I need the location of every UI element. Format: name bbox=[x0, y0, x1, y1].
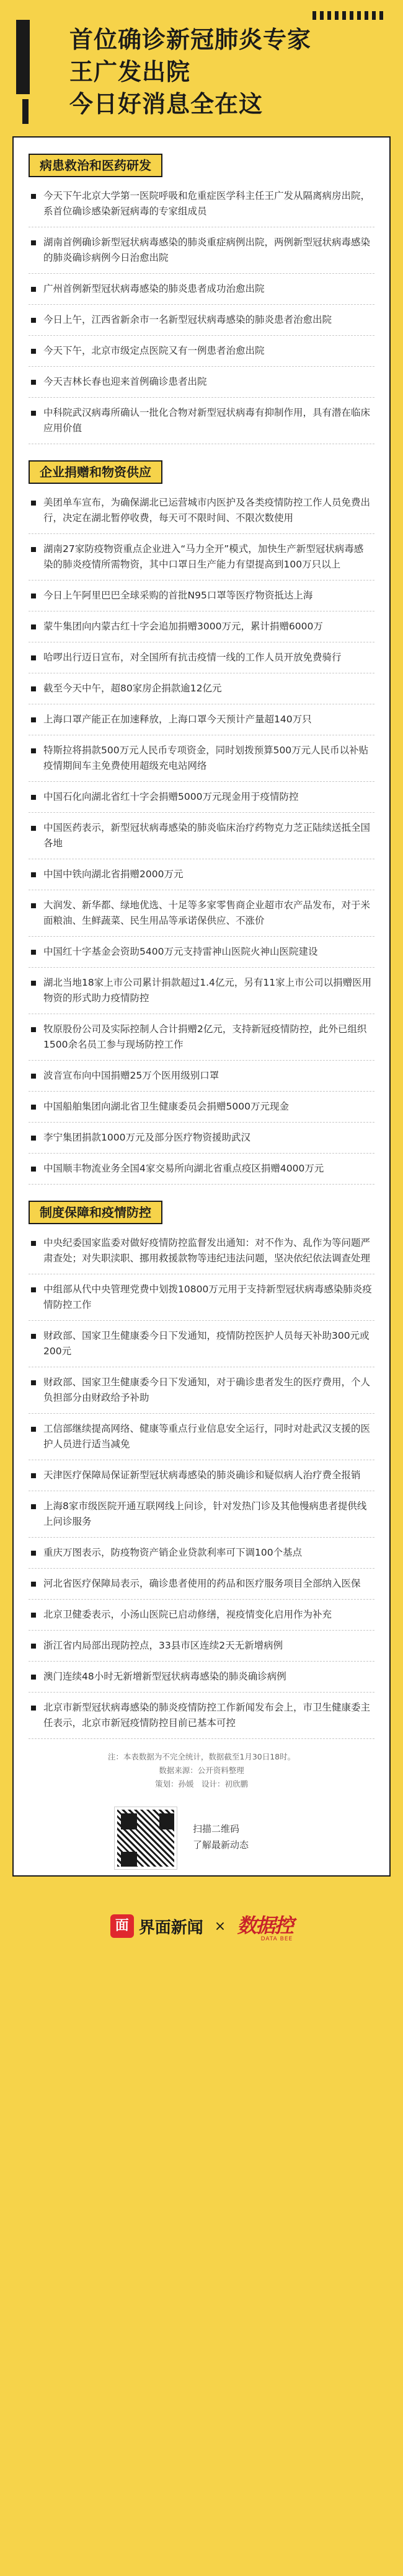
list-item: 今天下午，北京市级定点医院又有一例患者治愈出院 bbox=[29, 336, 374, 367]
jiemian-logo-text: 界面新闻 bbox=[138, 1918, 203, 1937]
qr-caption-line-1: 扫描二维码 bbox=[193, 1823, 240, 1834]
list-item: 天津医疗保障局保证新型冠状病毒感染的肺炎确诊和疑似病人治疗费全报销 bbox=[29, 1460, 374, 1491]
section-heading: 企业捐赠和物资供应 bbox=[29, 460, 162, 484]
footnote-credits: 策划：孙媛 设计：初欣鹏 bbox=[154, 1779, 248, 1789]
list-item: 牧原股份公司及实际控制人合计捐赠2亿元，支持新冠疫情防控，此外已组织1500余名员工参与现场防控工作 bbox=[29, 1014, 374, 1061]
footer-logos bbox=[0, 1889, 403, 1963]
page-title bbox=[37, 17, 360, 128]
list-item: 广州首例新型冠状病毒感染的肺炎患者成功治愈出院 bbox=[29, 274, 374, 305]
list-item: 湖南首例确诊新型冠状病毒感染的肺炎重症病例出院，两例新型冠状病毒感染的肺炎确诊病例今日治愈出院 bbox=[29, 227, 374, 274]
qr-area bbox=[84, 1807, 319, 1875]
section bbox=[29, 460, 374, 1185]
list-item: 波音宣布向中国捐赠25万个医用级别口罩 bbox=[29, 1061, 374, 1092]
list-item: 湖北当地18家上市公司累计捐款超过1.4亿元，另有11家上市公司以捐赠医用物资的形式助力疫情防控 bbox=[29, 968, 374, 1014]
section bbox=[29, 154, 374, 444]
list-item: 今日上午阿里巴巴全球采购的首批N95口罩等医疗物资抵达上海 bbox=[29, 580, 374, 611]
section-heading: 病患救治和医药研发 bbox=[29, 154, 162, 177]
header-decor-bar bbox=[16, 20, 30, 94]
list-item: 截至今天中午，超80家房企捐款逾12亿元 bbox=[29, 673, 374, 704]
list-item: 中央纪委国家监委对做好疫情防控监督发出通知：对不作为、乱作为等问题严肃查处；对失职渎职、挪用救援款物等违纪违法问题，坚决依纪依法调查处理 bbox=[29, 1228, 374, 1274]
jiemian-logo-icon: 面 bbox=[110, 1914, 134, 1938]
list-item: 今日上午，江西省新余市一名新型冠状病毒感染的肺炎患者治愈出院 bbox=[29, 305, 374, 336]
section bbox=[29, 1201, 374, 1739]
list-item: 浙江省内局部出现防控点，33县市区连续2天无新增病例 bbox=[29, 1631, 374, 1662]
jiemian-logo bbox=[110, 1914, 203, 1938]
list-item: 中科院武汉病毒所确认一批化合物对新型冠状病毒有抑制作用，具有潜在临床应用价值 bbox=[29, 398, 374, 444]
databee-logo bbox=[237, 1910, 293, 1942]
databee-logo-subtext: DATA BEE bbox=[260, 1936, 293, 1942]
list-item: 北京市新型冠状病毒感染的肺炎疫情防控工作新闻发布会上，市卫生健康委主任表示，北京市新冠疫情防控目前已基本可控 bbox=[29, 1693, 374, 1739]
title-line-1: 首位确诊新冠肺炎专家 bbox=[69, 26, 312, 53]
list-item: 工信部继续提高网络、健康等重点行业信息安全运行，同时对赴武汉支援的医护人员进行适当减免 bbox=[29, 1414, 374, 1460]
list-item: 美团单车宣布，为确保湖北已运营城市内医护及各类疫情防控工作人员免费出行，决定在湖北暂停收费，每天可不限时间、不限次数使用 bbox=[29, 488, 374, 534]
list-item: 湖南27家防疫物资重点企业进入“马力全开”模式，加快生产新型冠状病毒感染的肺炎疫情所需物资，其中口罩日生产能力有望提高到100万只以上 bbox=[29, 534, 374, 580]
list-item: 李宁集团捐款1000万元及部分医疗物资援助武汉 bbox=[29, 1123, 374, 1154]
footnote bbox=[29, 1750, 374, 1791]
list-item: 重庆万图表示，防疫物资产销企业贷款利率可下调100个基点 bbox=[29, 1538, 374, 1569]
list-item: 上海8家市级医院开通互联网线上问诊，针对发热门诊及其他慢病患者提供线上问诊服务 bbox=[29, 1491, 374, 1538]
list-item: 中国中铁向湖北省捐赠2000万元 bbox=[29, 859, 374, 890]
title-line-2: 王广发出院 bbox=[69, 58, 191, 85]
list-item: 中国石化向湖北省红十字会捐赠5000万元现金用于疫情防控 bbox=[29, 782, 374, 813]
header-decor-bar-small bbox=[22, 99, 29, 124]
list-item: 特斯拉将捐款500万元人民币专项资金，同时划拨预算500万元人民币以补贴疫情期间车主免费使用超级充电站网络 bbox=[29, 735, 374, 782]
list-item: 哈啰出行迈日宣布，对全国所有抗击疫情一线的工作人员开放免费骑行 bbox=[29, 642, 374, 673]
list-item: 上海口罩产能正在加速释放，上海口罩今天预计产量超140万只 bbox=[29, 704, 374, 735]
databee-logo-text: 数据控 bbox=[237, 1914, 293, 1937]
list-item: 今天下午北京大学第一医院呼吸和危重症医学科主任王广发从隔离病房出院，系首位确诊感染新冠病毒的专家组成员 bbox=[29, 181, 374, 227]
content-card bbox=[12, 136, 391, 1877]
list-item: 财政部、国家卫生健康委今日下发通知，对于确诊患者发生的医疗费用，个人负担部分由财政给予补助 bbox=[29, 1367, 374, 1414]
list-item: 北京卫健委表示，小汤山医院已启动修缮，视疫情变化启用作为补充 bbox=[29, 1600, 374, 1631]
title-line-3: 今日好消息全在这 bbox=[69, 90, 264, 118]
sections-container bbox=[14, 154, 389, 1739]
section-heading: 制度保障和疫情防控 bbox=[29, 1201, 162, 1224]
list-item: 中国红十字基金会资助5400万元支持雷神山医院火神山医院建设 bbox=[29, 937, 374, 968]
header bbox=[0, 0, 403, 136]
list-item: 今天吉林长春也迎来首例确诊患者出院 bbox=[29, 367, 374, 398]
list-item: 中国顺丰物流业务全国4家交易所向湖北省重点疫区捐赠4000万元 bbox=[29, 1154, 374, 1185]
qr-code-icon[interactable] bbox=[115, 1807, 177, 1869]
footnote-note: 注：本表数据为不完全统计，数据截至1月30日18时。 bbox=[107, 1752, 296, 1761]
list-item: 财政部、国家卫生健康委今日下发通知，疫情防控医护人员每天补助300元或200元 bbox=[29, 1321, 374, 1367]
list-item: 中国医药表示，新型冠状病毒感染的肺炎临床治疗药物克力芝正陆续送抵全国各地 bbox=[29, 813, 374, 859]
qr-caption-line-2: 了解最新动态 bbox=[193, 1839, 249, 1851]
list-item: 澳门连续48小时无新增新型冠状病毒感染的肺炎确诊病例 bbox=[29, 1662, 374, 1693]
footnote-source: 数据来源：公开资料整理 bbox=[159, 1766, 244, 1775]
list-item: 中国船舶集团向湖北省卫生健康委员会捐赠5000万元现金 bbox=[29, 1092, 374, 1123]
list-item: 中组部从代中央管理党费中划拨10800万元用于支持新型冠状病毒感染肺炎疫情防控工作 bbox=[29, 1274, 374, 1321]
list-item: 蒙牛集团向内蒙古红十字会追加捐赠3000万元，累计捐赠6000万 bbox=[29, 611, 374, 642]
list-item: 河北省医疗保障局表示，确诊患者使用的药品和医疗服务项目全部纳入医保 bbox=[29, 1569, 374, 1600]
qr-caption bbox=[193, 1821, 249, 1853]
logo-separator: × bbox=[214, 1918, 226, 1934]
list-item: 大润发、新华都、绿地优选、十足等多家零售商企业超市农产品发布，对于米面粮油、生鲜蔬菜、民生用品等承诺保供应、不涨价 bbox=[29, 890, 374, 937]
